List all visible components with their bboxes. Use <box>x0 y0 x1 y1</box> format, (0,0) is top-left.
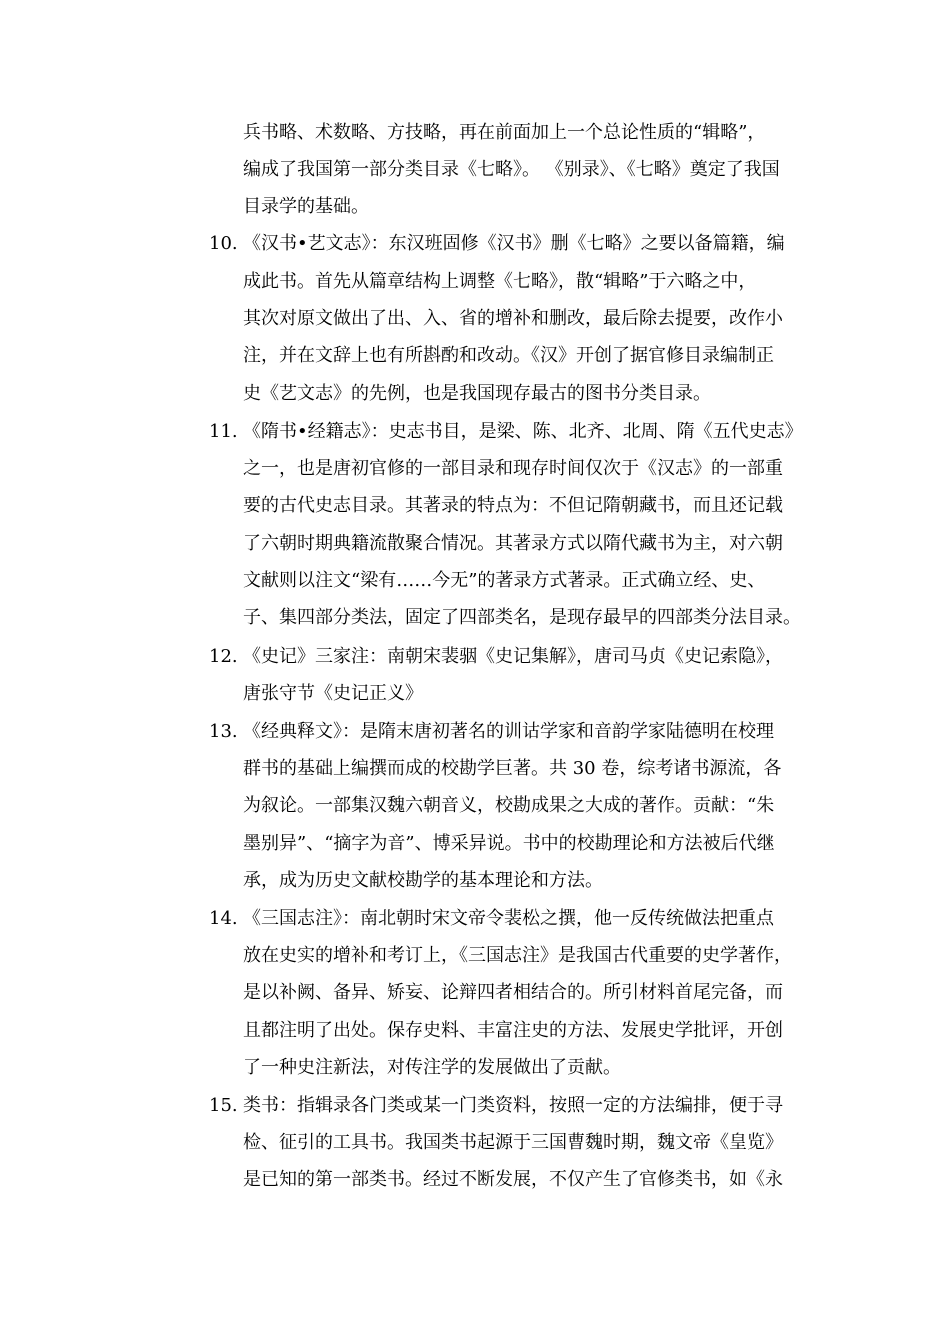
text-line: 为叙论。一部集汉魏六朝音义，校勘成果之大成的著作。贡献：“朱 <box>243 795 775 816</box>
text-line: 放在史实的增补和考订上，《三国志注》是我国古代重要的史学著作， <box>243 945 792 966</box>
text-line: 之一，也是唐初官修的一部目录和现存时间仅次于《汉志》的一部重 <box>243 458 783 479</box>
text-line: 了六朝时期典籍流散聚合情况。其著录方式以隋代藏书为主，对六朝 <box>243 533 783 554</box>
text-line: 是已知的第一部类书。经过不断发展，不仅产生了官修类书，如《永 <box>243 1169 783 1190</box>
text-line: 兵书略、术数略、方技略，再在前面加上一个总论性质的“辑略”， <box>243 122 766 143</box>
item-number: 11. <box>209 421 238 442</box>
text-line: 墨别异”、“摘字为音”、博采异说。书中的校勘理论和方法被后代继 <box>243 833 775 854</box>
text-line: 《经典释文》：是隋末唐初著名的训诂学家和音韵学家陆德明在校理 <box>243 721 774 742</box>
text-line: 注，并在文辞上也有所斟酌和改动。《汉》开创了据官修目录编制正 <box>243 345 774 366</box>
text-line: 《汉书•艺文志》：东汉班固修《汉书》删《七略》之要以备篇籍，编 <box>243 233 785 254</box>
item-number: 13. <box>209 721 238 742</box>
text-line: 文献则以注文“梁有……今无”的著录方式著录。正式确立经、史、 <box>243 570 766 591</box>
text-line: 承，成为历史文献校勘学的基本理论和方法。 <box>243 870 603 891</box>
text-line: 编成了我国第一部分类目录《七略》。 《别录》、《七略》奠定了我国 <box>243 159 780 180</box>
text-line: 《史记》三家注：南朝宋裴骃《史记集解》，唐司马贞《史记索隐》， <box>243 646 783 667</box>
text-line: 检、征引的工具书。我国类书起源于三国曹魏时期，魏文帝《皇览》 <box>243 1132 783 1153</box>
text-line: 是以补阙、备异、矫妄、论辩四者相结合的。所引材料首尾完备，而 <box>243 982 783 1003</box>
item-number: 14. <box>209 908 238 929</box>
text-line: 唐张守节《史记正义》 <box>243 683 423 704</box>
text-line: 子、集四部分类法，固定了四部类名，是现存最早的四部类分法目录。 <box>243 607 801 628</box>
item-number: 15. <box>209 1095 238 1116</box>
text-line: 《三国志注》：南北朝时宋文帝令裴松之撰，他一反传统做法把重点 <box>243 908 774 929</box>
text-line: 其次对原文做出了出、入、省的增补和删改，最后除去提要，改作小 <box>243 308 783 329</box>
text-line: 成此书。首先从篇章结构上调整《七略》，散“辑略”于六略之中， <box>243 271 757 292</box>
text-line: 要的古代史志目录。其著录的特点为：不但记隋朝藏书，而且还记载 <box>243 495 783 516</box>
text-line: 群书的基础上编撰而成的校勘学巨著。共 30 卷，综考诸书源流，各 <box>243 758 782 779</box>
item-number: 10. <box>209 233 238 254</box>
text-line: 《隋书•经籍志》：史志书目，是梁、陈、北齐、北周、隋《五代史志》 <box>243 421 803 442</box>
text-line: 了一种史注新法，对传注学的发展做出了贡献。 <box>243 1057 621 1078</box>
text-line: 目录学的基础。 <box>243 196 369 217</box>
text-line: 类书：指辑录各门类或某一门类资料，按照一定的方法编排，便于寻 <box>243 1095 783 1116</box>
text-line: 史《艺文志》的先例，也是我国现存最古的图书分类目录。 <box>243 383 711 404</box>
text-line: 且都注明了出处。保存史料、丰富注史的方法、发展史学批评，开创 <box>243 1020 783 1041</box>
item-number: 12. <box>209 646 238 667</box>
